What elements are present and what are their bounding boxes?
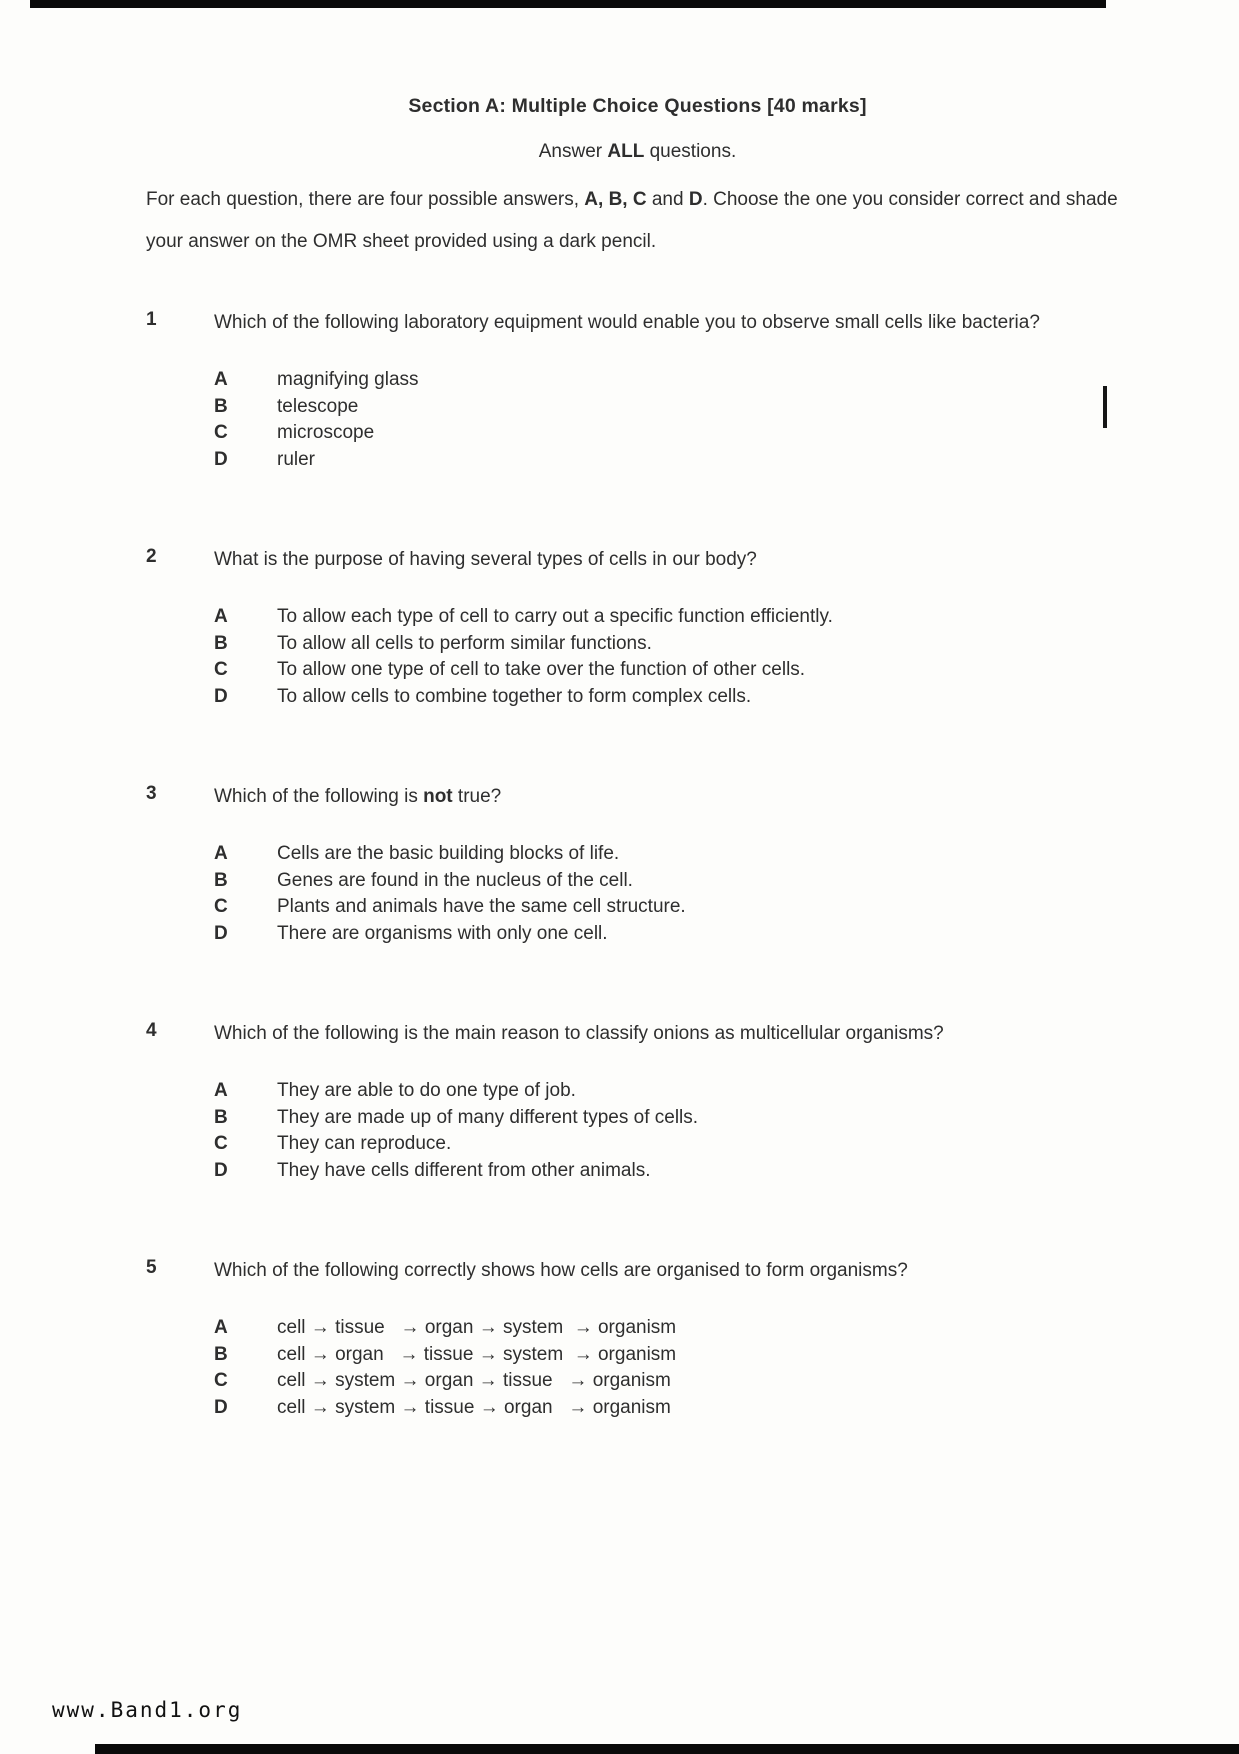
option-text: To allow all cells to perform similar functions.: [277, 632, 652, 654]
answer-option: [214, 1158, 1129, 1185]
option-text: ruler: [277, 448, 316, 470]
option-letter: C: [214, 896, 228, 917]
question-text: Which of the following is the main reason to classify onions as multicellular organisms?: [214, 1023, 944, 1044]
option-letter: D: [214, 922, 228, 944]
answer-option: [214, 1131, 1129, 1158]
question-block: [146, 1257, 1129, 1421]
option-letter: B: [214, 632, 228, 654]
option-text: They can reproduce.: [277, 1133, 452, 1154]
option-letter: C: [214, 659, 228, 680]
options: [214, 1078, 1129, 1184]
answer-option: [214, 921, 1129, 948]
answer-option: [214, 1395, 1129, 1422]
answer-option: [214, 604, 1129, 631]
answer-option: [214, 367, 1129, 394]
option-letter: C: [214, 1370, 228, 1391]
option-text: cell → system → tissue → organ → organism: [277, 1396, 671, 1418]
question-block: [146, 783, 1129, 947]
footer-url: www.Band1.org: [52, 1698, 243, 1722]
answer-option: [214, 420, 1129, 447]
instructions-text: For each question, there are four possible answers, A, B, C and D. Choose the one you consider correct and shade your answer on the OMR sheet provided using a dark pencil.: [146, 189, 1118, 252]
answer-option: [214, 841, 1129, 868]
scan-artifact-right-mark: [1103, 386, 1107, 428]
question-number: 1: [146, 309, 157, 330]
answer-option: [214, 1315, 1129, 1342]
option-letter: D: [214, 1159, 228, 1181]
question-text: Which of the following is not true?: [214, 786, 502, 807]
section-title: Section A: Multiple Choice Questions [40 marks]: [408, 95, 867, 117]
option-text: To allow one type of cell to take over the function of other cells.: [277, 659, 806, 680]
question-number: 4: [146, 1020, 157, 1041]
question-body: [214, 1257, 1129, 1421]
option-letter: A: [214, 606, 228, 627]
options: [214, 1315, 1129, 1421]
option-letter: D: [214, 1396, 228, 1418]
question-block: [146, 309, 1129, 473]
answer-option: [214, 1078, 1129, 1105]
option-text: magnifying glass: [277, 369, 419, 390]
option-text: They have cells different from other animals.: [277, 1159, 651, 1181]
option-text: microscope: [277, 422, 375, 443]
options: [214, 841, 1129, 947]
answer-option: [214, 1105, 1129, 1132]
question-body: [214, 546, 1129, 710]
option-text: There are organisms with only one cell.: [277, 922, 608, 944]
option-letter: A: [214, 369, 228, 390]
scan-artifact-bottom-bar: [95, 1744, 1239, 1754]
option-letter: A: [214, 843, 228, 864]
question-body: [214, 309, 1129, 473]
option-letter: C: [214, 1133, 228, 1154]
question-block: [146, 546, 1129, 710]
question-number: 5: [146, 1257, 157, 1278]
option-letter: A: [214, 1317, 228, 1338]
answer-option: [214, 894, 1129, 921]
answer-option: [214, 684, 1129, 711]
options: [214, 604, 1129, 710]
question-body: [214, 783, 1129, 947]
answer-option: [214, 868, 1129, 895]
option-letter: B: [214, 869, 228, 891]
question-block: [146, 1020, 1129, 1184]
option-letter: B: [214, 395, 228, 417]
scan-artifact-top-bar: [30, 0, 1106, 8]
question-number: 2: [146, 546, 157, 567]
option-text: To allow cells to combine together to form complex cells.: [277, 685, 752, 707]
answer-option: [214, 394, 1129, 421]
answer-option: [214, 1342, 1129, 1369]
option-text: cell → tissue → organ → system → organism: [277, 1317, 677, 1338]
answer-option: [214, 631, 1129, 658]
option-text: telescope: [277, 395, 359, 417]
option-letter: D: [214, 685, 228, 707]
option-text: Genes are found in the nucleus of the cell.: [277, 869, 633, 891]
answer-option: [214, 447, 1129, 474]
question-number: 3: [146, 783, 157, 804]
options: [214, 367, 1129, 473]
option-text: cell → organ → tissue → system → organism: [277, 1343, 677, 1365]
option-letter: B: [214, 1106, 228, 1128]
option-text: They are made up of many different types of cells.: [277, 1106, 699, 1128]
question-text: Which of the following laboratory equipment would enable you to observe small cells like bacteria?: [214, 312, 1040, 333]
option-letter: D: [214, 448, 228, 470]
question-text: What is the purpose of having several types of cells in our body?: [214, 549, 757, 570]
section-subtitle: Answer ALL questions.: [538, 141, 737, 162]
answer-option: [214, 1368, 1129, 1395]
option-letter: A: [214, 1080, 228, 1101]
option-text: To allow each type of cell to carry out a specific function efficiently.: [277, 606, 833, 627]
question-text: Which of the following correctly shows how cells are organised to form organisms?: [214, 1260, 908, 1281]
option-text: They are able to do one type of job.: [277, 1080, 576, 1101]
option-text: Plants and animals have the same cell structure.: [277, 896, 686, 917]
question-body: [214, 1020, 1129, 1184]
option-letter: C: [214, 422, 228, 443]
option-text: cell → system → organ → tissue → organism: [277, 1370, 671, 1391]
option-text: Cells are the basic building blocks of life.: [277, 843, 620, 864]
option-letter: B: [214, 1343, 228, 1365]
answer-option: [214, 657, 1129, 684]
questions: [146, 309, 1129, 1421]
